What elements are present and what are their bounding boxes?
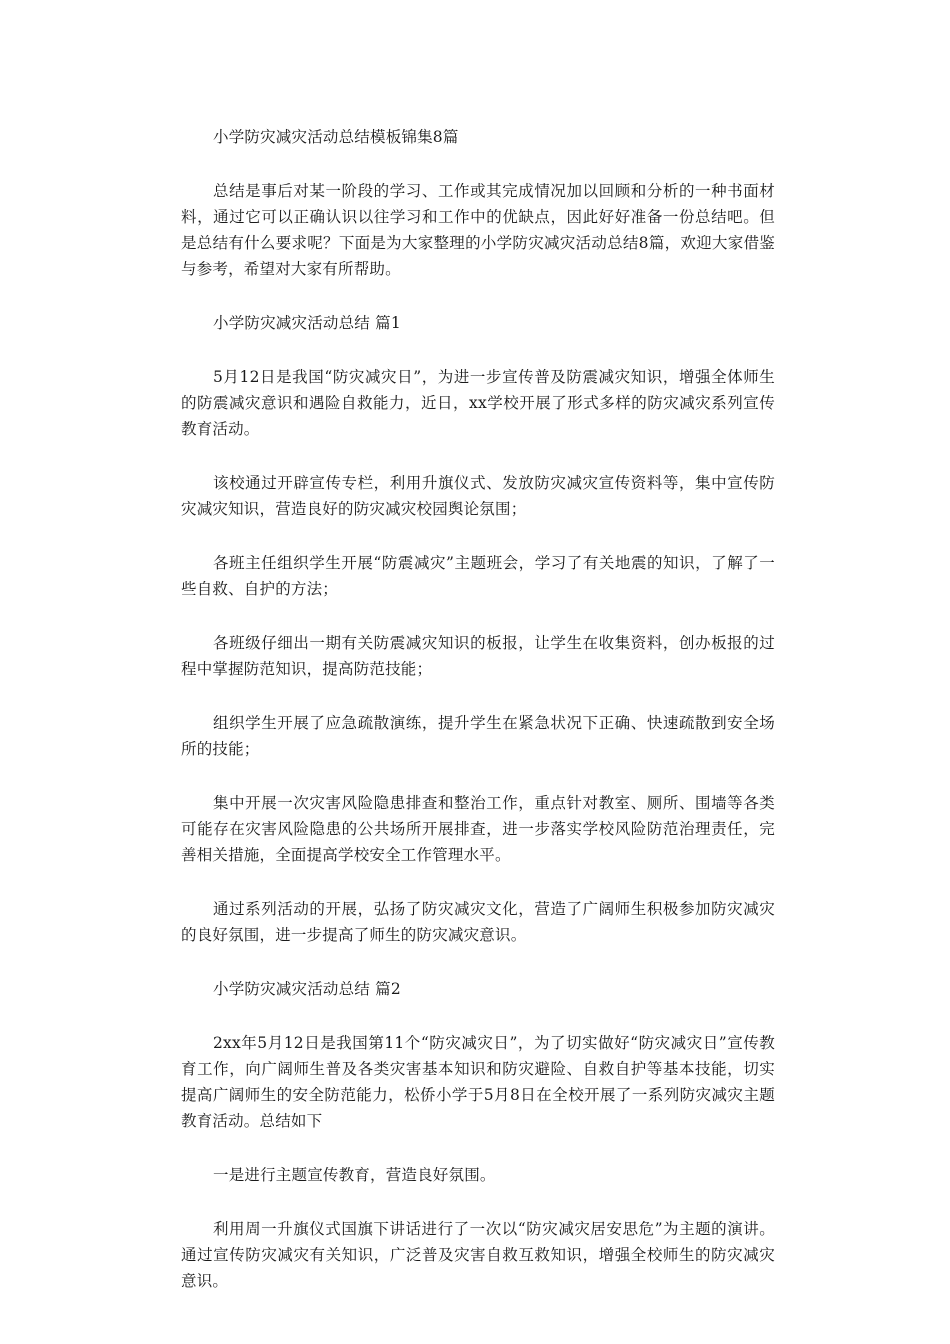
section-1-paragraph: 各班级仔细出一期有关防震减灾知识的板报，让学生在收集资料，创办板报的过程中掌握防范知识，提高防范技能； — [181, 634, 775, 678]
document-body — [181, 124, 775, 1322]
section-1-paragraph: 各班主任组织学生开展“防震减灾”主题班会，学习了有关地震的知识，了解了一些自救、自护的方法； — [181, 554, 775, 598]
section-2-paragraph: 一是进行主题宣传教育，营造良好氛围。 — [213, 1166, 496, 1184]
section-1-paragraph: 集中开展一次灾害风险隐患排查和整治工作，重点针对教室、厕所、围墙等各类可能存在灾害风险隐患的公共场所开展排查，进一步落实学校风险防范治理责任，完善相关措施，全面提高学校安全工作管理水平。 — [181, 794, 775, 864]
section-1-paragraph: 组织学生开展了应急疏散演练，提升学生在紧急状况下正确、快速疏散到安全场所的技能； — [181, 714, 775, 758]
section-2-paragraph: 利用周一升旗仪式国旗下讲话进行了一次以“防灾减灾居安思危”为主题的演讲。通过宣传防灾减灾有关知识，广泛普及灾害自救互救知识，增强全校师生的防灾减灾意识。 — [181, 1220, 775, 1290]
section-1-paragraph: 通过系列活动的开展，弘扬了防灾减灾文化，营造了广阔师生积极参加防灾减灾的良好氛围，进一步提高了师生的防灾减灾意识。 — [181, 900, 775, 944]
document-title: 小学防灾减灾活动总结模板锦集8篇 — [213, 128, 459, 146]
section-2-heading: 小学防灾减灾活动总结 篇2 — [213, 980, 401, 998]
section-1-heading: 小学防灾减灾活动总结 篇1 — [213, 314, 401, 332]
section-1-paragraph: 该校通过开辟宣传专栏，利用升旗仪式、发放防灾减灾宣传资料等，集中宣传防灾减灾知识，营造良好的防灾减灾校园舆论氛围； — [181, 474, 775, 518]
section-2-paragraph: 2xx年5月12日是我国第11个“防灾减灾日”，为了切实做好“防灾减灾日”宣传教育工作，向广阔师生普及各类灾害基本知识和防灾避险、自救自护等基本技能，切实提高广阔师生的安全防范能力，松侨小学于5月8日在全校开展了一系列防灾减灾主题教育活动。总结如下 — [181, 1034, 775, 1130]
intro-paragraph: 总结是事后对某一阶段的学习、工作或其完成情况加以回顾和分析的一种书面材料，通过它可以正确认识以往学习和工作中的优缺点，因此好好准备一份总结吧。但是总结有什么要求呢？下面是为大家整理的小学防灾减灾活动总结8篇，欢迎大家借鉴与参考，希望对大家有所帮助。 — [181, 182, 775, 278]
section-1-paragraph: 5月12日是我国“防灾减灾日”，为进一步宣传普及防震减灾知识，增强全体师生的防震减灾意识和遇险自救能力，近日，xx学校开展了形式多样的防灾减灾系列宣传教育活动。 — [181, 368, 775, 438]
